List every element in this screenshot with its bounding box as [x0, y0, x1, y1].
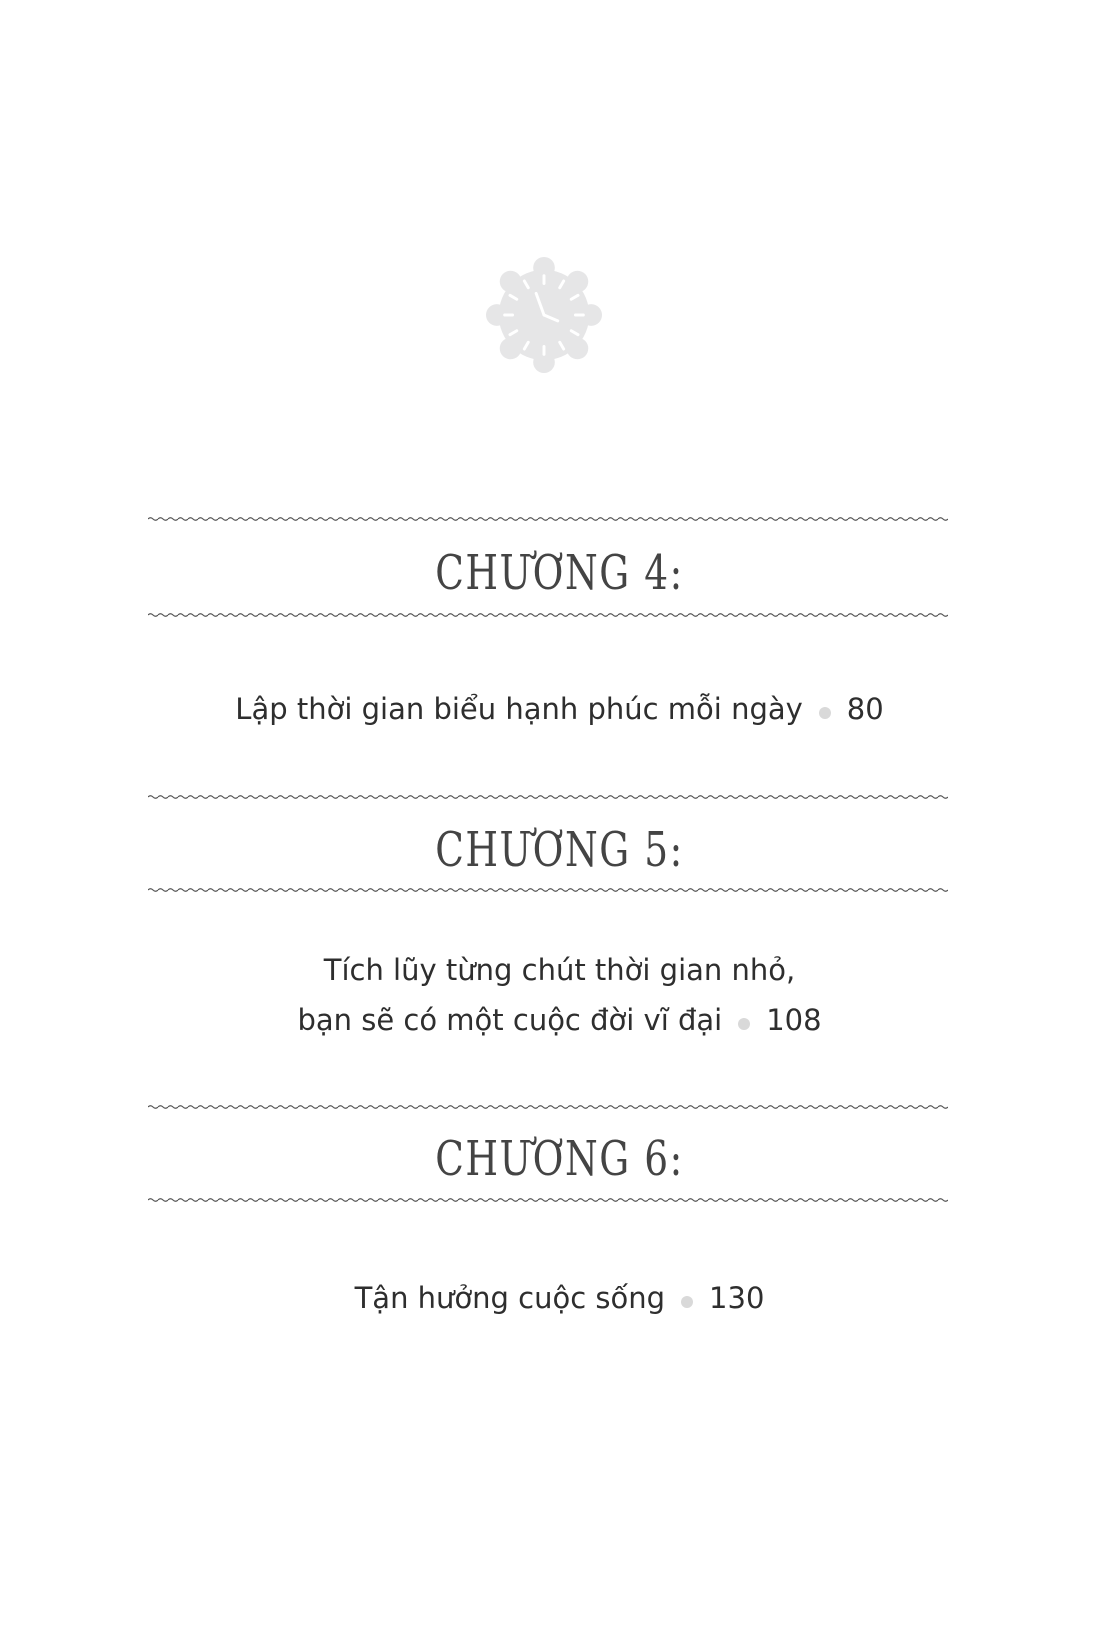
wavy-rule-top	[148, 515, 948, 523]
entry-title: Lập thời gian biểu hạnh phúc mỗi ngày	[235, 692, 803, 726]
wavy-rule-top	[148, 1103, 948, 1111]
page-number: 80	[846, 692, 884, 726]
page-number: 108	[766, 1003, 822, 1037]
page-number: 130	[709, 1281, 765, 1315]
bullet-dot-icon	[738, 1018, 750, 1030]
entry-title-line-2: bạn sẽ có một cuộc đời vĩ đại	[297, 1003, 723, 1037]
chapter-title: CHƯƠNG 6:	[435, 1131, 684, 1187]
toc-entry[interactable]	[0, 945, 1119, 1045]
chapter-title: CHƯƠNG 4:	[435, 545, 684, 601]
toc-entry[interactable]	[0, 684, 1119, 734]
wavy-rule-bottom	[148, 886, 948, 894]
wavy-rule-bottom	[148, 611, 948, 619]
bullet-dot-icon	[681, 1296, 693, 1308]
bullet-dot-icon	[819, 707, 831, 719]
clock-gear-icon	[485, 256, 603, 374]
chapter-title: CHƯƠNG 5:	[435, 822, 684, 878]
entry-title-line-1: Tích lũy từng chút thời gian nhỏ,	[323, 953, 796, 987]
toc-entry[interactable]	[0, 1273, 1119, 1323]
entry-title: Tận hưởng cuộc sống	[354, 1281, 666, 1315]
wavy-rule-bottom	[148, 1196, 948, 1204]
wavy-rule-top	[148, 793, 948, 801]
